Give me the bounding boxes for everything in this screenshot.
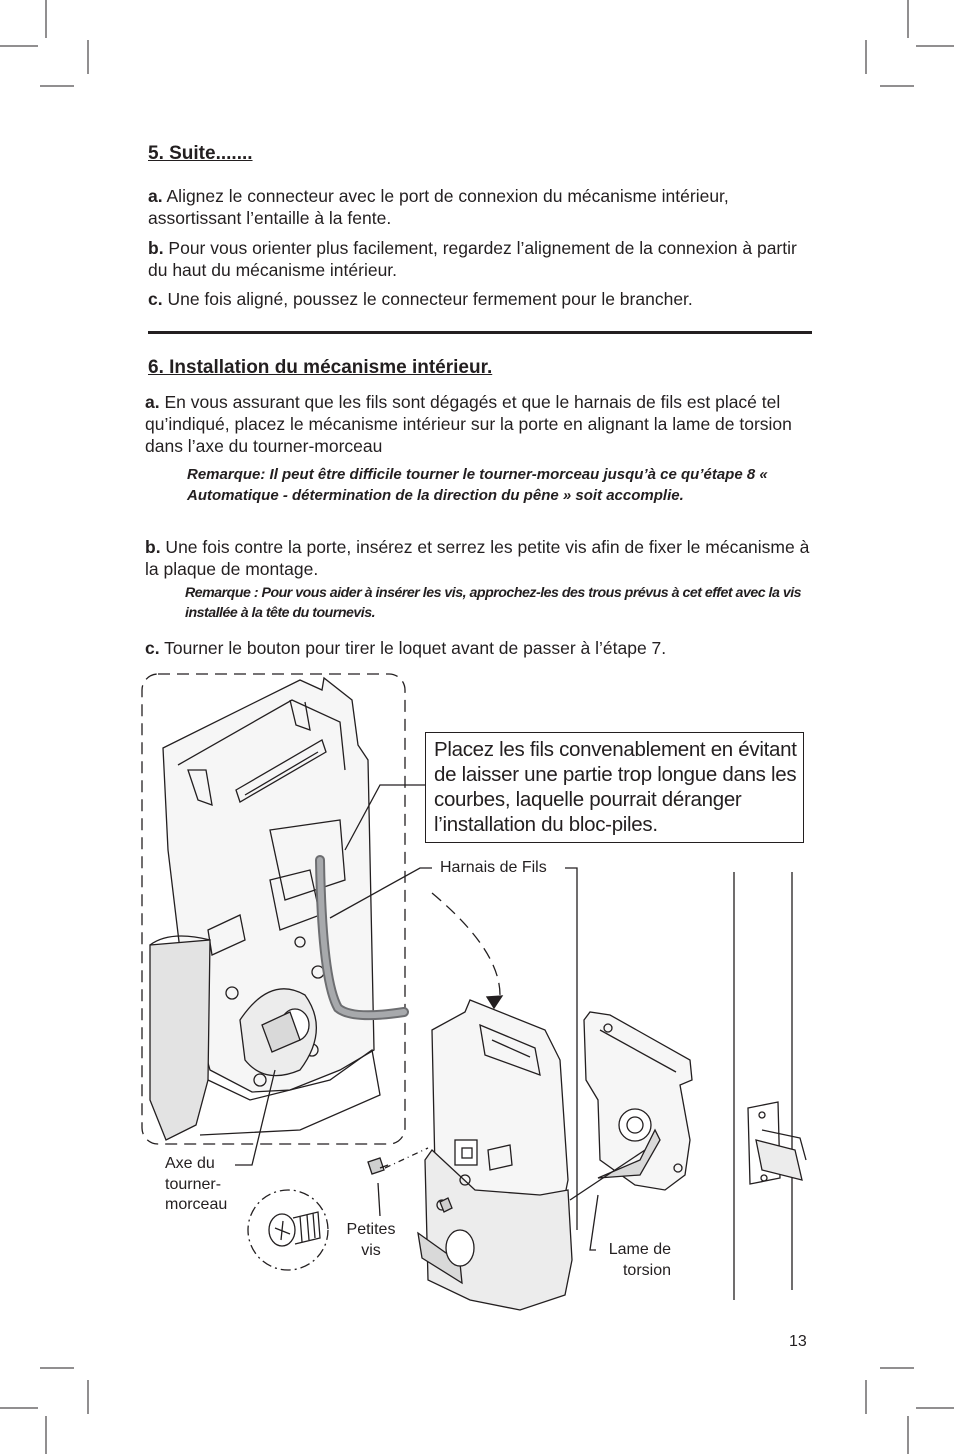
dashed-arrow bbox=[432, 893, 500, 1005]
note-remarque-1: Remarque: Il peut être difficile tourner le tourner-morceau jusqu’à ce qu’étape 8 « Automatique - détermination de la direction du pêne » soit accomplie. bbox=[187, 466, 768, 504]
label-axe bbox=[165, 1154, 227, 1216]
interior-mechanism-installed bbox=[418, 1000, 572, 1310]
deadbolt-latch bbox=[748, 1102, 806, 1184]
label-blade bbox=[599, 1240, 671, 1281]
label-line: torsion bbox=[622, 1261, 671, 1279]
page-number: 13 bbox=[789, 1333, 807, 1350]
label-line: Petites bbox=[346, 1221, 396, 1238]
item-text: Alignez le connecteur avec le port de connexion du mécanisme intérieur, assortissant l’entaille à la fente. bbox=[148, 186, 729, 228]
item-text: En vous assurant que les fils sont dégagés et que le harnais de fils est placé tel qu’indiqué, placez le mécanisme intérieur sur la porte en alignant la lame de torsion dans l’axe du tourner-morceau bbox=[145, 392, 792, 456]
section6-heading: 6. Installation du mécanisme intérieur. bbox=[148, 357, 493, 378]
label-line: vis bbox=[361, 1241, 381, 1259]
screw-zoom bbox=[269, 1212, 320, 1246]
label-line: Axe du bbox=[165, 1155, 215, 1172]
label-line: Lame de bbox=[608, 1241, 671, 1258]
label-line: tourner- bbox=[165, 1175, 222, 1193]
item-letter: a. bbox=[148, 186, 163, 206]
screws-leader bbox=[378, 1183, 380, 1216]
label-line: morceau bbox=[165, 1196, 228, 1213]
item-letter: a. bbox=[145, 392, 160, 412]
callout-box: Placez les fils convenablement en évitant de laisser une partie trop longue dans les courbes, laquelle pourrait déranger l’installation du bloc-piles. bbox=[425, 732, 804, 843]
item-letter: b. bbox=[148, 238, 164, 258]
item-text: Pour vous orienter plus facilement, regardez l’alignement de la connexion à partir du haut du mécanisme intérieur. bbox=[148, 238, 797, 280]
mounting-plate bbox=[584, 1012, 692, 1190]
item-letter: c. bbox=[145, 638, 160, 658]
item-text: Une fois aligné, poussez le connecteur fermement pour le brancher. bbox=[162, 289, 693, 309]
item-letter: c. bbox=[148, 289, 163, 309]
blade-leader bbox=[590, 1195, 598, 1250]
item-letter: b. bbox=[145, 537, 161, 557]
label-harness: Harnais de Fils bbox=[440, 859, 547, 876]
item-text: Tourner le bouton pour tirer le loquet avant de passer à l’étape 7. bbox=[159, 638, 667, 658]
note-remarque-2: Remarque : Pour vous aider à insérer les vis, approchez-les des trous prévus à cet effet avec la vis installée à la tête du tournevis. bbox=[185, 585, 802, 621]
small-screw bbox=[368, 1158, 388, 1174]
label-screws bbox=[338, 1220, 404, 1261]
item-text: Une fois contre la porte, insérez et serrez les petite vis afin de fixer le mécanisme à la plaque de montage. bbox=[145, 537, 810, 579]
section5-heading: 5. Suite....... bbox=[148, 143, 253, 164]
